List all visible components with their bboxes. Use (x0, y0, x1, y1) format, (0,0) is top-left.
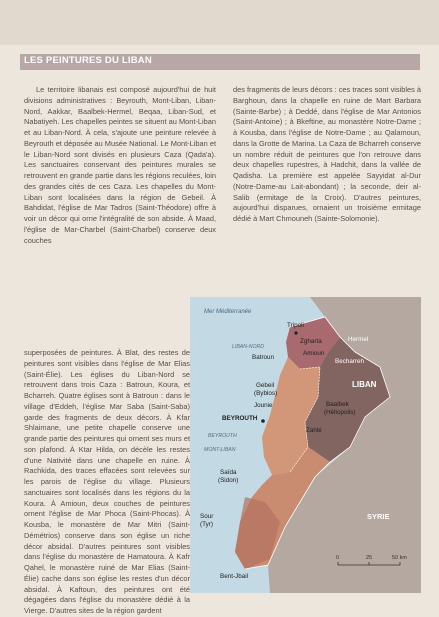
section-title-bar (20, 54, 420, 70)
label-baalbek: Baalbek (326, 401, 349, 408)
label-byblos: (Byblos) (254, 390, 278, 397)
scale-label-mid: 25 (366, 555, 373, 561)
label-bent-jbail: Bent-Jbail (220, 573, 249, 580)
label-mont-liban: MONT-LIBAN (204, 447, 236, 453)
label-syrie: SYRIE (367, 512, 390, 521)
label-beyrouth-region: BEYROUTH (208, 433, 237, 439)
label-jounie: Jounie (254, 402, 273, 409)
label-tripoli: Tripoli (287, 322, 304, 329)
top-band (0, 0, 439, 45)
label-sidon: (Sidon) (218, 477, 239, 484)
label-zgharta: Zgharta (300, 338, 322, 345)
label-hermel: Hermel (348, 336, 369, 343)
section-title: LES PEINTURES DU LIBAN (24, 55, 152, 66)
left-column-continued-text: superposées de peintures. À Blat, des restes de peintures sont visibles dans l'église de Mar Elias (Saint-Élie). Les églises du Liban-Nord se retrouvent dans trois Caza : Batroun, Koura, et Bcharreh. Quatre églises sont à Batroun : dans le village d'Eddeh, l'église Mar Saba (Saint-Saba) garde des fragments de deux décors. À Kfar Shlaimane, une petite chapelle conserve une grande partie des peintures qui ornent ses murs et son plafond. À Ktar Hilda, on décèle les restes d'une Nativité dans une chapelle en ruine. À Rachkida, des traces effacées sont relevées sur les parois de l'église du village. Plusieurs sanctuaires sont localisés dans les régions du la Koura. À Amioun, deux couches de peintures ornent l'église de Mar Phoca (Saint-Phocas). À Kousba, le monastère de Mar Mitri (Saint-Démétrios) conserve dans son église un riche décor absidal. D'autres peintures sont visibles dans l'église du monastère de Hamatoura. À Kafr Qahel, le monastère ruiné de Mar Elias (Saint-Élie) cache dans son église les restes d'un décor absidal. À Kaftoun, des peintures ont été dégagées dans l'église du monastère dédié à la Vierge. D'autres sites de la région gardent (24, 348, 190, 615)
left-column-continued (24, 348, 190, 615)
label-amioun: Amioun (303, 350, 325, 357)
label-liban: LIBAN (352, 380, 377, 389)
label-sour: Sour (200, 513, 214, 520)
tripoli-dot (294, 331, 297, 334)
left-column (24, 85, 216, 350)
left-column-text: Le territoire libanais est composé aujourd'hui de huit divisions administratives : Beyrouth, Mont-Liban, Liban-Nord, Aakkar, Baalbek-Hermel, Beqaa, Liban-Sud, et Nabatiyeh. Les chapelles peintes se situent au Mont-Liban et au Liban-Nord. À cela, s'ajoute une peinture relevée à Beyrouth et déposée au Musée National. Le Mont-Liban et le Liban-Nord sont divisés en plusieurs Caza (Qada'a). Les sanctuaires conservant des peintures murales se retrouvent en grande partie dans les régions reculées, loin des grandes cités de ces Caza. Les chapelles du Mont-Liban sont localisées dans la région de Gebeil. À Bahdidat, l'église de Mar Tadros (Saint-Théodore) offre à voir un décor qui orne l'intégralité de son abside. À Maad, l'église de Mar-Charbel (Saint-Charbel) conserve deux couches (24, 85, 216, 245)
label-beyrouth: BEYROUTH (222, 415, 258, 422)
sea-label: Mer Méditerranée (204, 309, 252, 315)
scale-label-zero: 0 (336, 555, 340, 561)
label-saida: Saïda (220, 469, 237, 476)
label-heliopolis: (Héliopolis) (324, 409, 356, 416)
label-becharreh: Becharreh (335, 358, 365, 365)
label-batroun: Batroun (252, 354, 275, 361)
map-of-lebanon (190, 297, 421, 593)
label-zahle: Zahlé (306, 427, 322, 434)
label-gebeil: Gebeil (256, 382, 275, 389)
right-column (233, 85, 421, 275)
right-column-text: des fragments de leurs décors : ces traces sont visibles à Barghoun, dans la chapelle en ruine de Mart Barbara (Sainte-Barbe) ; à Deddé, dans l'église de Mar Antonios (Saint-Antoine) ; à Bkeftine, au monastère Notre-Dame ; à Kousba, dans l'église de Notre-Dame ; au Qalamoun, dans la Grotte de Marina. La Caza de Bcharreh conserve un nombre réduit de peintures que l'on retrouve dans deux chapelles rupestres, à Hadchit, dans la vallée de Qadisha. La première est appelée Sayyidat al-Dur (Notre-Dame-au Lait-abondant) ; la seconde, deir al-Salib (ermitage de la Croix). D'autres peintures, aujourd'hui disparues, ornaient un troisième ermitage dédié à Mart Chmouneh (Sainte-Solomonie). (233, 85, 421, 223)
scale-label-end: 50 km (392, 555, 407, 561)
label-tyr: (Tyr) (200, 521, 213, 528)
beyrouth-dot (261, 419, 265, 423)
label-liban-nord: LIBAN-NORD (232, 344, 264, 350)
